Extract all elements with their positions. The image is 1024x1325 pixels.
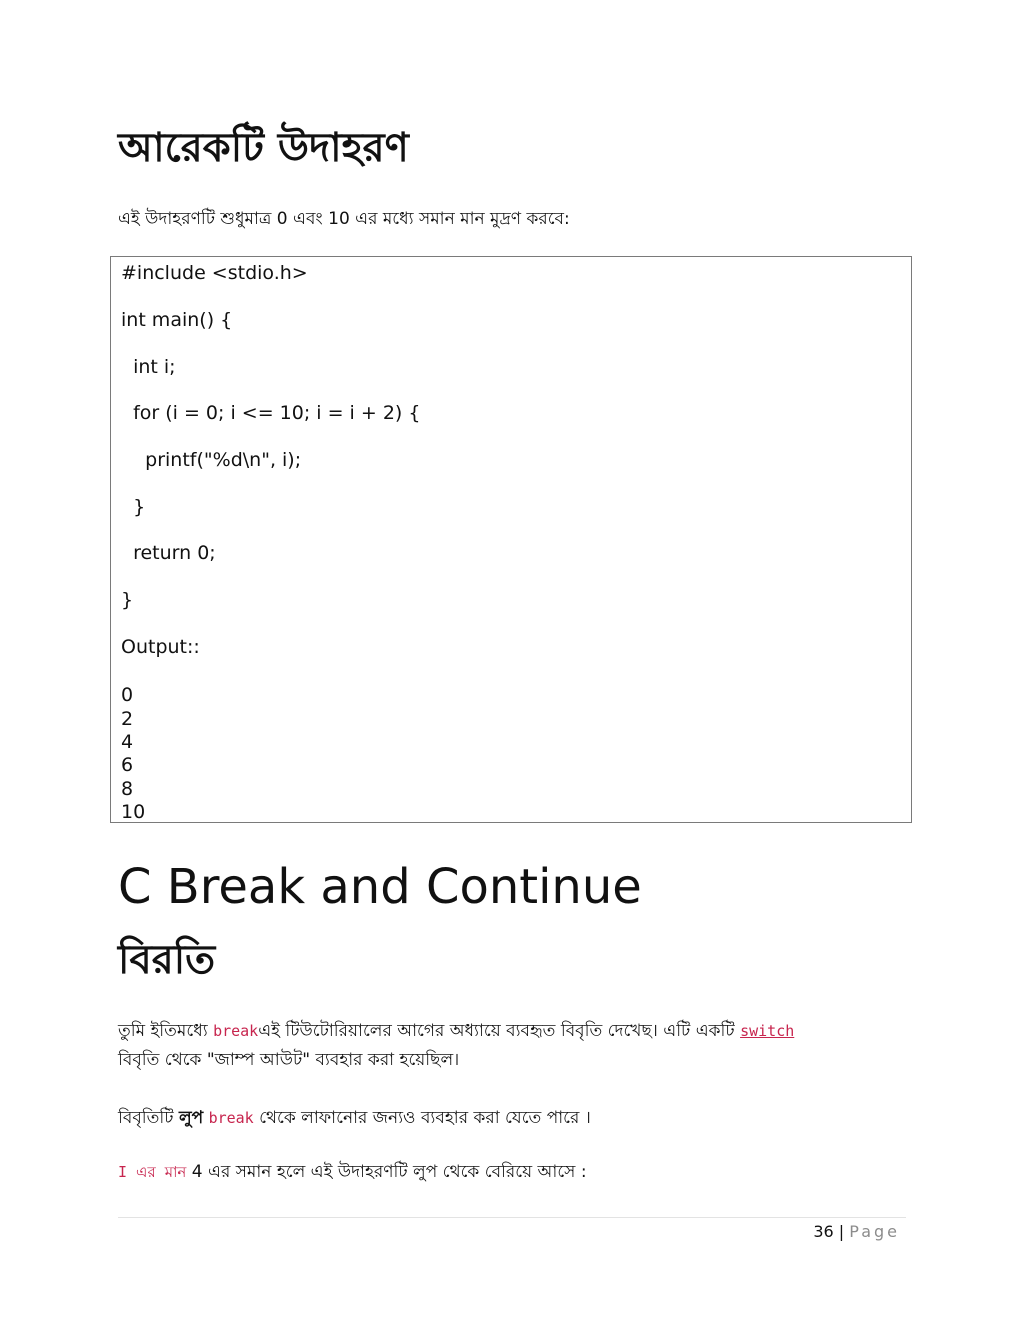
inline-code-break: break	[213, 1022, 259, 1040]
output-value: 6	[121, 754, 134, 776]
code-block	[110, 256, 912, 823]
output-label: Output::	[121, 636, 200, 658]
code-line-close-for: }	[121, 496, 146, 518]
output-value: 10	[121, 801, 146, 823]
text: 4 এর সমান হলে এই উদাহরণটি লুপ থেকে বেরিয়ে আসে :	[186, 1162, 587, 1182]
text: এই টিউটোরিয়ালের আগের অধ্যায়ে ব্যবহৃত বিবৃতি দেখেছ। এটি একটি	[258, 1021, 741, 1041]
text: তুমি ইতিমধ্যে	[118, 1021, 214, 1041]
section-heading-break: বিরতি	[118, 937, 216, 983]
text: বিবৃতিটি	[118, 1108, 179, 1128]
code-line-include: #include <stdio.h>	[121, 262, 308, 284]
output-value: 4	[121, 731, 134, 753]
intro-text: এই উদাহরণটি শুধুমাত্র 0 এবং 10 এর মধ্যে সমান মান মুদ্রণ করবে:	[118, 209, 570, 229]
page-number: 36	[813, 1222, 834, 1241]
bold-text-loop: লুপ	[178, 1108, 204, 1128]
section-heading-break-continue: C Break and Continue	[118, 859, 642, 915]
code-line-printf: printf("%d\n", i);	[121, 449, 302, 471]
code-line-for: for (i = 0; i <= 10; i = i + 2) {	[121, 402, 421, 424]
code-line-main: int main() {	[121, 309, 233, 331]
inline-code-i-value: I এর মান	[118, 1163, 187, 1181]
output-value: 2	[121, 708, 134, 730]
inline-code-break: break	[208, 1109, 254, 1127]
code-line-close-main: }	[121, 589, 134, 611]
text: থেকে লাফানোর জন্যও ব্যবহার করা যেতে পারে ।	[259, 1108, 591, 1128]
page-word: Page	[849, 1222, 900, 1241]
page-footer	[813, 1220, 900, 1244]
output-value: 0	[121, 684, 134, 706]
paragraph-break-loop	[118, 1104, 591, 1132]
code-line-declare: int i;	[121, 356, 176, 378]
switch-link[interactable]: switch	[740, 1022, 795, 1040]
paragraph-break-intro-line2: বিবৃতি থেকে "জাম্প আউট" ব্যবহার করা হয়েছিল।	[118, 1050, 460, 1070]
footer-separator: |	[838, 1222, 845, 1241]
paragraph-example-desc	[118, 1158, 587, 1186]
output-value: 8	[121, 778, 134, 800]
paragraph-break-intro-line1	[118, 1017, 794, 1045]
footer-divider	[118, 1217, 906, 1218]
section-heading-another-example: আরেকটি উদাহরণ	[118, 125, 409, 171]
code-line-return: return 0;	[121, 542, 216, 564]
